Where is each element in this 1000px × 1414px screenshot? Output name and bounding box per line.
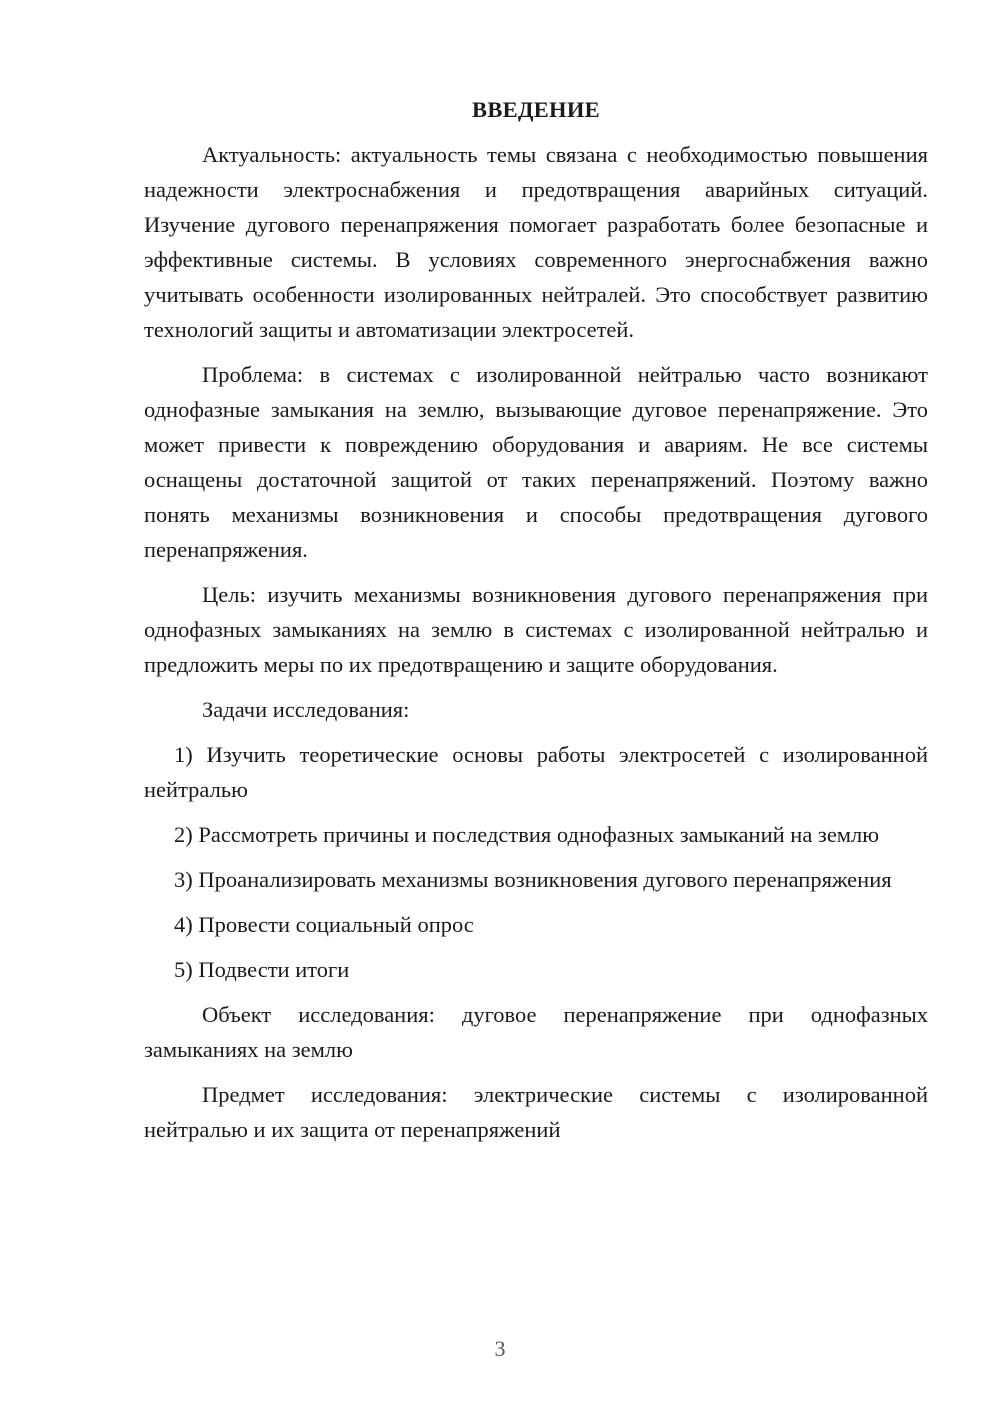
goal-paragraph: Цель: изучить механизмы возникновения дугового перенапряжения при однофазных замыканиях на землю в системах с изолированной нейтралью и предложить меры по их предотвращению и защите оборудования. <box>144 582 928 677</box>
tasks-list <box>144 737 928 987</box>
task-item: 2) Рассмотреть причины и последствия однофазных замыканий на землю <box>174 822 880 847</box>
tasks-heading: Задачи исследования: <box>202 697 410 722</box>
relevance-paragraph: Актуальность: актуальность темы связана с необходимостью повышения надежности электроснабжения и предотвращения аварийных ситуаций. Изучение дугового перенапряжения помогает разработать более безопасные и эффективные системы. В условиях современного энергоснабжения важно учитывать особенности изолированных нейтралей. Это способствует развитию технологий защиты и автоматизации электросетей. <box>144 142 928 342</box>
section-title: ВВЕДЕНИЕ <box>472 97 600 122</box>
problem-paragraph: Проблема: в системах с изолированной нейтралью часто возникают однофазные замыкания на землю, вызывающие дуговое перенапряжение. Это может привести к повреждению оборудования и авариям. Не все системы оснащены достаточной защитой от таких перенапряжений. Поэтому важно понять механизмы возникновения и способы предотвращения дугового перенапряжения. <box>144 362 928 562</box>
subject-paragraph: Предмет исследования: электрические системы с изолированной нейтралью и их защита от перенапряжений <box>144 1082 928 1142</box>
task-item: 1) Изучить теоретические основы работы электросетей с изолированной нейтралью <box>144 742 928 802</box>
page-content <box>144 92 928 1157</box>
object-paragraph: Объект исследования: дуговое перенапряжение при однофазных замыканиях на землю <box>144 1002 928 1062</box>
page-number: 3 <box>494 1336 506 1361</box>
task-item: 5) Подвести итоги <box>174 957 350 982</box>
task-item: 4) Провести социальный опрос <box>174 912 474 937</box>
task-item: 3) Проанализировать механизмы возникновения дугового перенапряжения <box>174 867 892 892</box>
